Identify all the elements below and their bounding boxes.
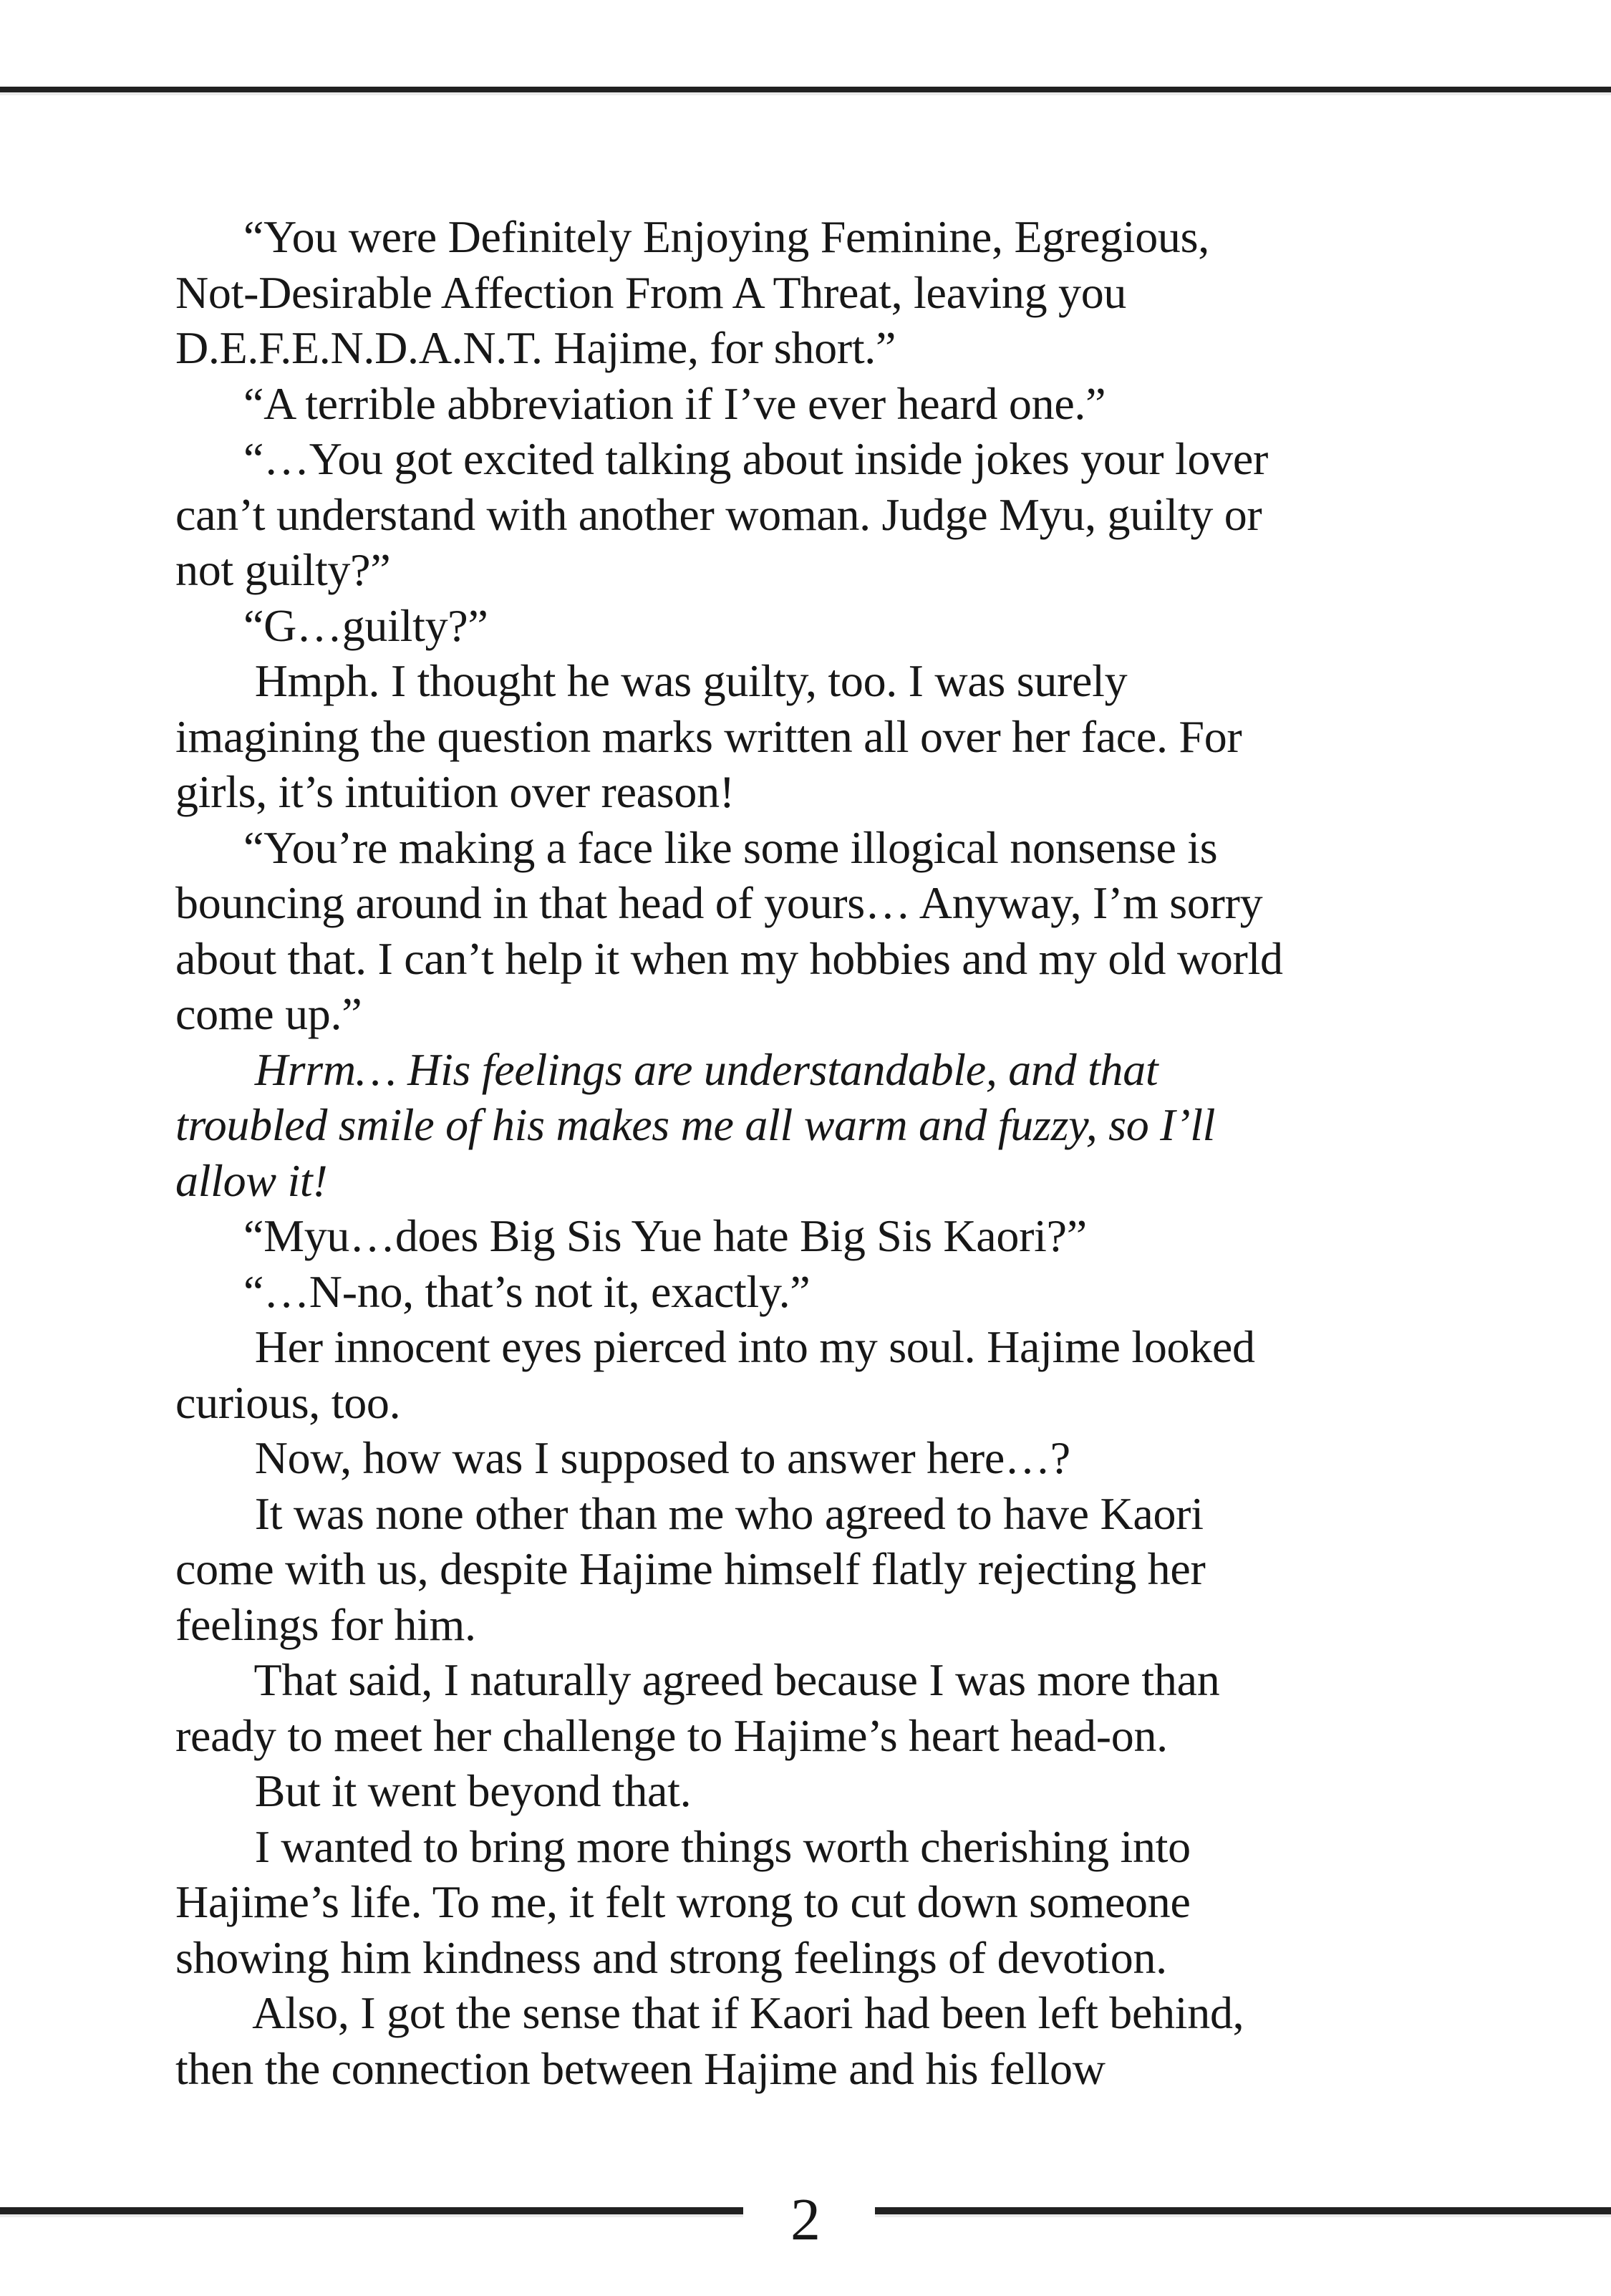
text-line: “…N-no, that’s not it, exactly.” [243, 1265, 811, 1317]
body-text [175, 209, 1457, 2096]
text-line: can’t understand with another woman. Judge Myu, guilty or [175, 488, 1262, 540]
text-line: curious, too. [175, 1376, 401, 1428]
page-number: 2 [790, 2186, 821, 2253]
text-line: “G…guilty?” [243, 599, 488, 651]
text-line: “Myu…does Big Sis Yue hate Big Sis Kaori?” [243, 1210, 1087, 1261]
text-line: Also, I got the sense that if Kaori had been left behind, [243, 1987, 1244, 2038]
text-line: That said, I naturally agreed because I was more than [243, 1654, 1220, 1705]
text-line: come with us, despite Hajime himself flatly rejecting her [175, 1543, 1206, 1594]
text-line: about that. I can’t help it when my hobbies and my old world [175, 932, 1283, 984]
text-line: “You were Definitely Enjoying Feminine, Egregious, [243, 211, 1209, 262]
text-line: then the connection between Hajime and his fellow [175, 2042, 1106, 2094]
text-line: D.E.F.E.N.D.A.N.T. Hajime, for short.” [175, 322, 896, 373]
text-line: Not-Desirable Affection From A Threat, leaving you [175, 266, 1127, 318]
text-line: come up.” [175, 988, 362, 1039]
text-line: It was none other than me who agreed to have Kaori [243, 1487, 1204, 1539]
text-line: Now, how was I supposed to answer here…? [243, 1432, 1070, 1483]
text-line: ready to meet her challenge to Hajime’s heart head-on. [175, 1709, 1168, 1761]
text-line: girls, it’s intuition over reason! [175, 766, 735, 817]
text-line: allow it! [175, 1154, 328, 1206]
text-line: I wanted to bring more things worth cherishing into [243, 1820, 1191, 1872]
text-line: not guilty?” [175, 544, 391, 595]
text-line: “…You got excited talking about inside jokes your lover [243, 433, 1269, 484]
text-line: Hajime’s life. To me, it felt wrong to cut down someone [175, 1876, 1191, 1927]
text-line: “You’re making a face like some illogical nonsense is [243, 821, 1218, 873]
text-line: “A terrible abbreviation if I’ve ever heard one.” [243, 377, 1106, 429]
text-line: But it went beyond that. [243, 1765, 692, 1816]
text-line: Hrrm… His feelings are understandable, and that [243, 1043, 1158, 1095]
text-line: Her innocent eyes pierced into my soul. Hajime looked [243, 1321, 1255, 1372]
text-line: troubled smile of his makes me all warm and fuzzy, so I’ll [175, 1099, 1216, 1150]
text-line: feelings for him. [175, 1598, 476, 1650]
text-line: imagining the question marks written all over her face. For [175, 710, 1242, 762]
text-line: showing him kindness and strong feelings of devotion. [175, 1931, 1167, 1983]
text-line: bouncing around in that head of yours… Anyway, I’m sorry [175, 877, 1263, 928]
text-line: Hmph. I thought he was guilty, too. I was surely [243, 655, 1128, 706]
top-divider-rule [0, 87, 1611, 92]
